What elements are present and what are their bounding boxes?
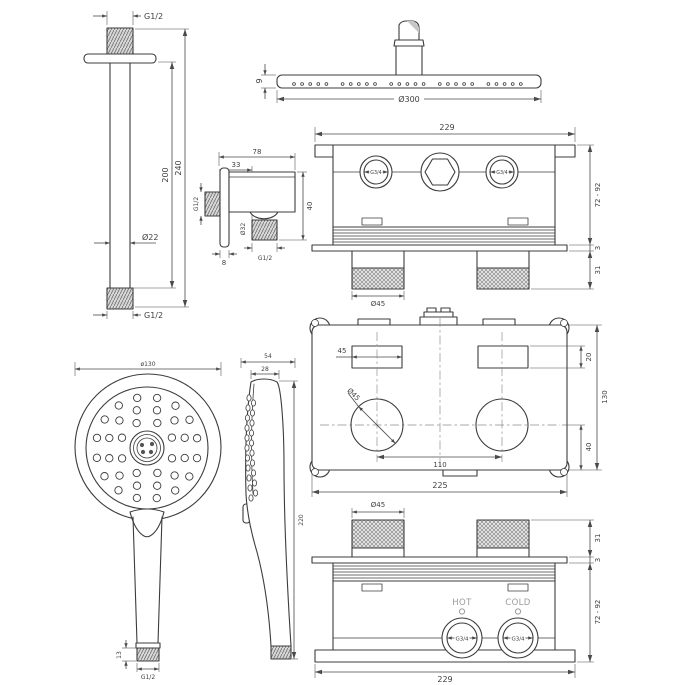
valve-front-knob-left — [352, 251, 404, 268]
dim-elbow-height: 40 — [306, 201, 314, 211]
dim-valve-bottom-knob-diameter: Ø45 — [370, 501, 386, 509]
head-plate — [277, 75, 541, 88]
view-hand-shower-side — [241, 353, 305, 659]
label-cold: COLD — [505, 598, 531, 608]
dim-valve-bottom-width: 229 — [437, 675, 453, 684]
dim-elbow-outlet-diameter: Ø32 — [240, 222, 247, 236]
dim-valve-back-width: 225 — [432, 481, 448, 490]
valve-front-plate — [312, 245, 567, 251]
dim-arm-thread-top: G1/2 — [144, 12, 164, 21]
spray-mode-button — [130, 509, 164, 537]
view-ceiling-arm — [84, 11, 189, 320]
dim-valve-front-plate: 3 — [594, 245, 602, 251]
dim-valve-back-hole-diameter: Ø45 — [345, 386, 362, 403]
head-neck — [396, 46, 422, 75]
dim-valve-back-slot-width: 45 — [337, 347, 347, 355]
dim-hand-side-length: 220 — [298, 514, 305, 526]
valve-back-body — [312, 325, 567, 470]
dim-elbow-flange-thickness: 8 — [221, 259, 227, 267]
view-valve-back — [310, 308, 609, 497]
dim-hand-side-depth: 54 — [264, 353, 272, 360]
dim-elbow-outlet-thread: G1/2 — [257, 255, 273, 262]
hand-shower-thread — [137, 648, 159, 661]
view-hand-shower-front — [75, 361, 221, 681]
view-overhead-shower — [255, 21, 541, 104]
arm-pipe — [110, 63, 130, 288]
mount-hole — [312, 320, 319, 327]
arm-top-thread — [107, 28, 133, 54]
hand-shower-hub — [130, 431, 164, 465]
dim-valve-back-slot-height: 20 — [585, 352, 593, 362]
dim-head-diameter: Ø300 — [398, 95, 420, 104]
dim-head-thickness: 9 — [255, 78, 264, 84]
dim-elbow-wall-thread: G1/2 — [193, 196, 200, 212]
dim-valve-bottom-plate: 3 — [594, 557, 602, 563]
dim-arm-pipe-length: 200 — [161, 167, 170, 183]
dim-cold-port: G3/4 — [511, 636, 525, 643]
dim-valve-bottom-depth: 72 - 92 — [594, 599, 602, 625]
dim-valve-front-width: 229 — [439, 123, 455, 132]
dim-hand-thread-length: 13 — [116, 651, 123, 659]
dim-arm-total-length: 240 — [174, 160, 183, 176]
view-valve-front — [312, 123, 602, 308]
mount-hole — [561, 320, 568, 327]
valve-bottom-mount-bar — [315, 650, 575, 662]
valve-bottom-knob-right — [477, 520, 529, 548]
arm-ceiling-flange — [84, 54, 156, 63]
mount-hole — [312, 469, 319, 476]
dim-hand-side-thickness: 28 — [261, 366, 269, 373]
dim-valve-back-hole-offset: 40 — [585, 442, 593, 452]
dim-valve-back-height: 130 — [601, 390, 609, 404]
dim-valve-bottom-knob-height: 31 — [594, 533, 602, 543]
hand-shower-side-profile — [246, 379, 291, 646]
view-valve-bottom — [312, 501, 602, 684]
elbow-outlet-dome — [250, 212, 278, 219]
arm-bottom-thread — [107, 288, 133, 309]
mount-hole — [561, 469, 568, 476]
hand-shower-side-thread — [271, 646, 291, 659]
thermostat-stack — [420, 317, 457, 325]
view-wall-elbow — [193, 148, 314, 267]
valve-bottom-knob-left — [352, 520, 404, 548]
dim-valve-front-depth: 72 - 92 — [594, 182, 602, 208]
dim-valve-back-hole-spacing: 110 — [433, 461, 447, 469]
dim-elbow-outlet-offset: 33 — [231, 161, 241, 169]
label-hot: HOT — [452, 598, 472, 608]
dim-valve-front-knob-diameter: Ø45 — [370, 300, 386, 308]
valve-front-knob-right — [477, 251, 529, 268]
ball-collar — [394, 40, 424, 46]
dim-valve-front-port-right: G3/4 — [496, 171, 508, 176]
elbow-outlet-thread — [252, 220, 277, 240]
dim-hot-port: G3/4 — [455, 636, 469, 643]
dim-valve-front-knob-height: 31 — [594, 265, 602, 275]
dim-arm-pipe-diameter: Ø22 — [142, 233, 159, 242]
elbow-body — [229, 172, 295, 212]
dim-elbow-total-width: 78 — [252, 148, 262, 156]
dim-valve-front-port-left: G3/4 — [370, 171, 382, 176]
elbow-flange — [220, 168, 229, 247]
dim-hand-head-diameter: ø130 — [140, 361, 156, 368]
dim-arm-thread-bottom: G1/2 — [144, 311, 164, 320]
valve-bottom-plate — [312, 557, 567, 563]
dim-hand-thread: G1/2 — [140, 674, 156, 681]
elbow-wall-thread — [205, 192, 220, 216]
